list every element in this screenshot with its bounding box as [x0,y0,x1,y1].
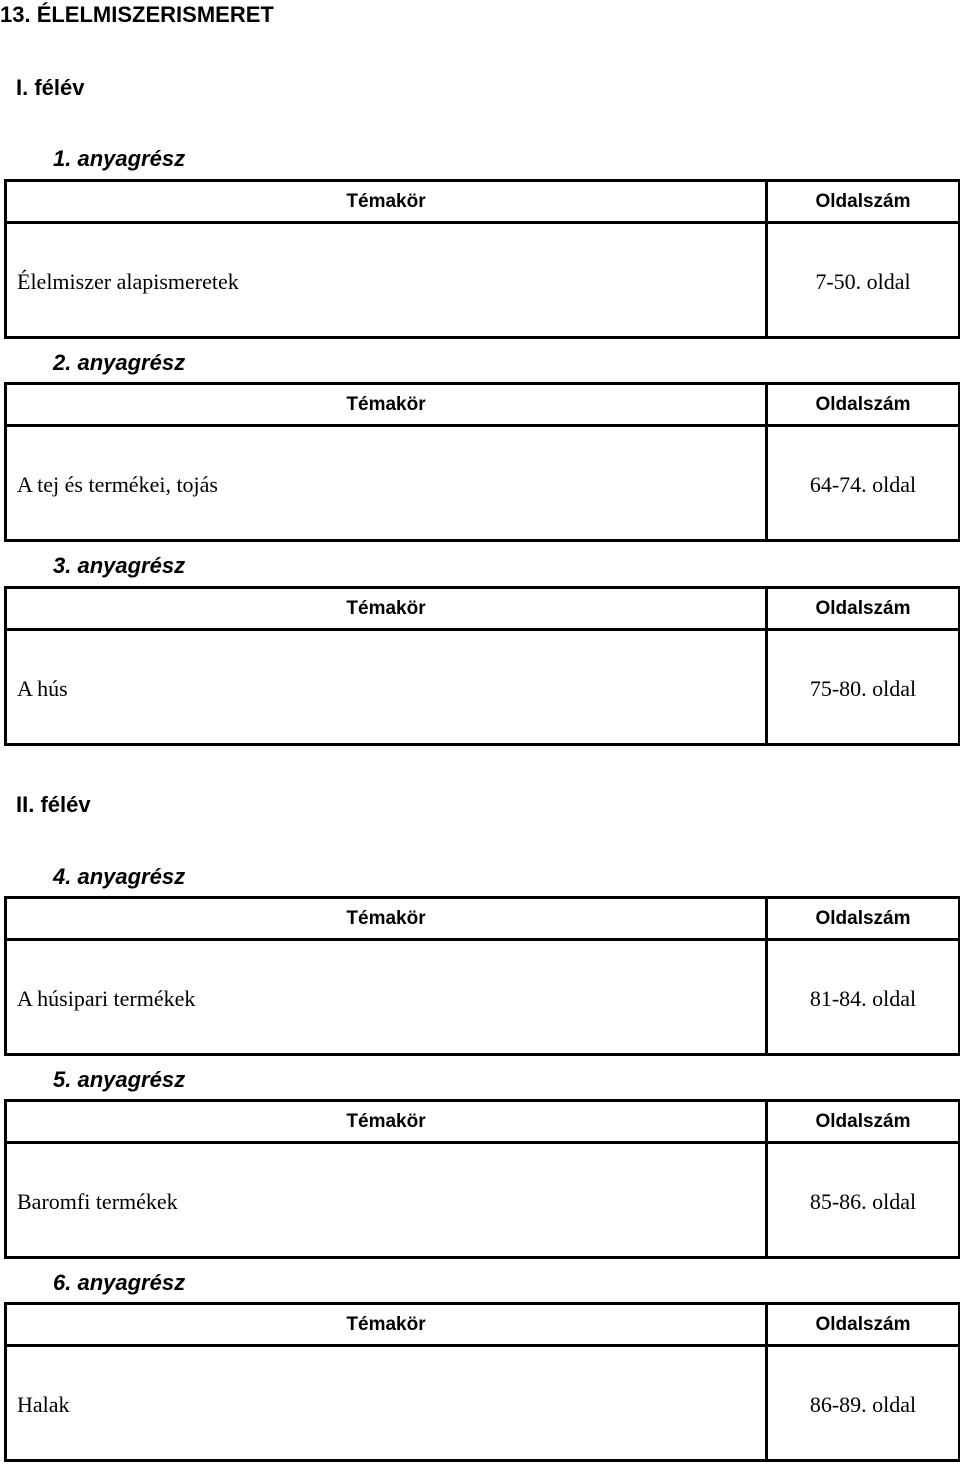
pages-header: Oldalszám [767,384,960,426]
topic-cell [6,223,767,338]
pages-text: 75-80. oldal [809,676,917,701]
pages-header: Oldalszám [767,588,960,630]
topic-text: Baromfi termékek [17,1189,178,1214]
table-header-row [6,898,960,940]
topic-header: Témakör [6,588,767,630]
pages-header: Oldalszám [767,1101,960,1143]
unit-heading-2: 2. anyagrész [53,350,186,375]
topic-cell [6,1346,767,1461]
table-row [6,940,960,1055]
table-header-row [6,1101,960,1143]
topic-text: Élelmiszer alapismeretek [17,269,239,294]
unit-table-5 [4,1099,960,1259]
topic-cell [6,630,767,745]
pages-cell [767,426,960,541]
pages-header: Oldalszám [767,1304,960,1346]
topic-header: Témakör [6,898,767,940]
unit-table-6 [4,1302,960,1462]
topic-header: Témakör [6,384,767,426]
topic-cell [6,1143,767,1258]
topic-header: Témakör [6,1304,767,1346]
unit-heading-4: 4. anyagrész [53,864,186,889]
pages-header: Oldalszám [767,898,960,940]
pages-cell [767,223,960,338]
topic-cell [6,426,767,541]
table-row [6,1346,960,1461]
unit-table-3 [4,586,960,746]
unit-table-4 [4,896,960,1056]
unit-heading-3: 3. anyagrész [53,553,186,578]
pages-cell [767,940,960,1055]
table-header-row [6,384,960,426]
document-title: 13. ÉLELMISZERISMERET [0,2,274,27]
topic-text: A tej és termékei, tojás [17,472,218,497]
pages-text: 81-84. oldal [809,986,917,1011]
pages-text: 7-50. oldal [815,269,911,294]
pages-cell [767,1143,960,1258]
semester-heading-2: II. félév [16,792,91,817]
semester-heading-1: I. félév [16,75,85,100]
table-header-row [6,181,960,223]
table-row [6,630,960,745]
topic-text: A hús [17,676,68,701]
table-header-row [6,1304,960,1346]
unit-heading-1: 1. anyagrész [53,146,186,171]
table-row [6,426,960,541]
topic-header: Témakör [6,181,767,223]
topic-text: A húsipari termékek [17,986,196,1011]
unit-heading-6: 6. anyagrész [53,1270,186,1295]
pages-cell [767,1346,960,1461]
pages-text: 85-86. oldal [809,1189,917,1214]
pages-text: 64-74. oldal [809,472,917,497]
unit-table-1 [4,179,960,339]
unit-table-2 [4,382,960,542]
table-row [6,1143,960,1258]
table-row [6,223,960,338]
topic-cell [6,940,767,1055]
pages-header: Oldalszám [767,181,960,223]
pages-cell [767,630,960,745]
unit-heading-5: 5. anyagrész [53,1067,186,1092]
topic-text: Halak [17,1392,70,1417]
table-header-row [6,588,960,630]
topic-header: Témakör [6,1101,767,1143]
pages-text: 86-89. oldal [809,1392,917,1417]
